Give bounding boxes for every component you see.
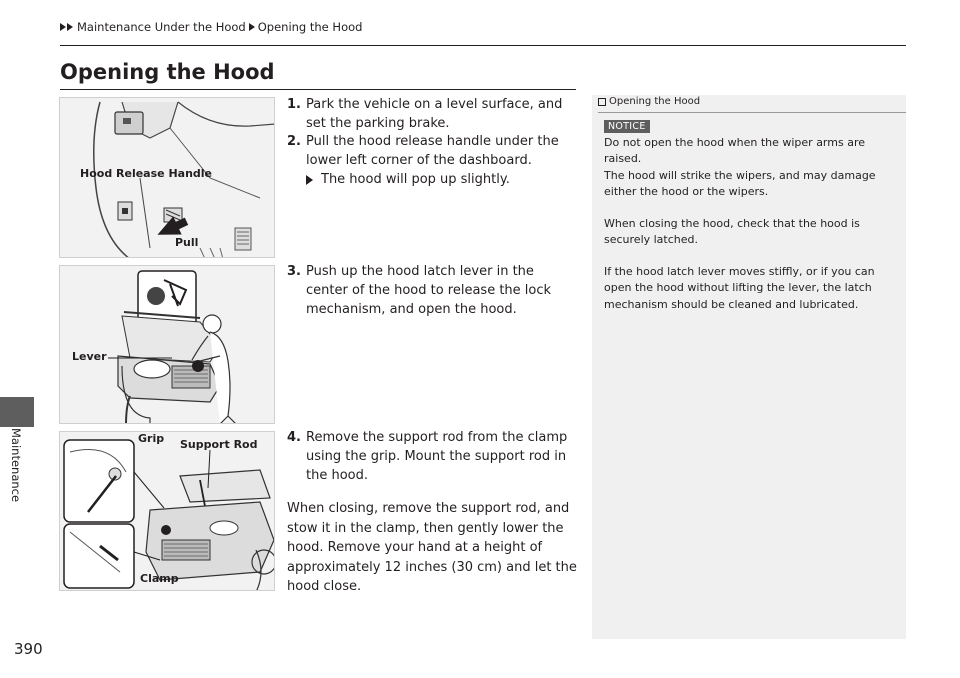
grip-label: Grip [138,432,165,445]
closing-instructions: When closing, remove the support rod, and stow it in the clamp, then gently lower the hood. Remove your hand at a height of approximately 12 inches (30 cm) and let the hood close. [287,501,577,594]
breadcrumb-arrow-icon [60,23,66,31]
side-panel-heading [598,96,700,107]
clamp-label: Clamp [140,572,179,585]
breadcrumb-item-maintenance-under-hood[interactable]: Maintenance Under the Hood [77,20,246,34]
step-3 [287,262,577,319]
hood-latch-lever-illustration [59,265,275,424]
step-number: 1. [287,97,301,112]
latch-lever-note: If the hood latch lever moves stiffly, or if you can open the hood without lifting the lever, the latch mechanism should be cleaned and lubricated. [604,265,875,311]
breadcrumb-arrow-icon [249,23,255,31]
reference-box-icon [598,98,606,106]
side-panel-heading-text: Opening the Hood [609,96,701,107]
page-number: 390 [14,640,43,658]
lever-label: Lever [72,350,107,363]
closing-hood-note: When closing the hood, check that the hood is securely latched. [604,217,860,247]
step-text: Remove the support rod from the clamp using the grip. Mount the support rod in the hood. [306,430,568,483]
step-number: 3. [287,264,301,279]
support-rod-illustration [59,431,275,591]
breadcrumb-item-opening-hood[interactable]: Opening the Hood [257,20,363,34]
step-result-text: The hood will pop up slightly. [321,172,510,187]
step-text: Park the vehicle on a level surface, and set the parking brake. [306,97,563,131]
step-4 [287,428,577,485]
pull-label: Pull [175,236,199,249]
section-tab-marker [0,397,34,427]
result-arrow-icon [306,175,313,185]
title-divider [60,89,576,90]
step-text: Pull the hood release handle under the lower left corner of the dashboard. [306,134,559,168]
hood-release-handle-illustration [59,97,275,258]
step-text: Push up the hood latch lever in the center of the hood to release the lock mechanism, and open the hood. [306,264,552,317]
step-2 [287,132,577,189]
section-tab-label: Maintenance [9,428,23,503]
breadcrumb-arrow-icon [67,23,73,31]
page-title: Opening the Hood [60,60,275,84]
step-result [287,170,577,189]
notice-text: Do not open the hood when the wiper arms are raised. [604,136,865,166]
breadcrumb [60,20,362,34]
support-rod-label: Support Rod [180,438,258,451]
side-panel-divider [598,112,906,113]
step-number: 2. [287,134,301,149]
hood-release-handle-label: Hood Release Handle [80,167,213,180]
notice-badge: NOTICE [604,120,650,133]
step-1 [287,95,577,133]
header-divider [60,45,906,46]
step-number: 4. [287,430,301,445]
notice-detail-text: The hood will strike the wipers, and may damage either the hood or the wipers. [604,169,876,199]
